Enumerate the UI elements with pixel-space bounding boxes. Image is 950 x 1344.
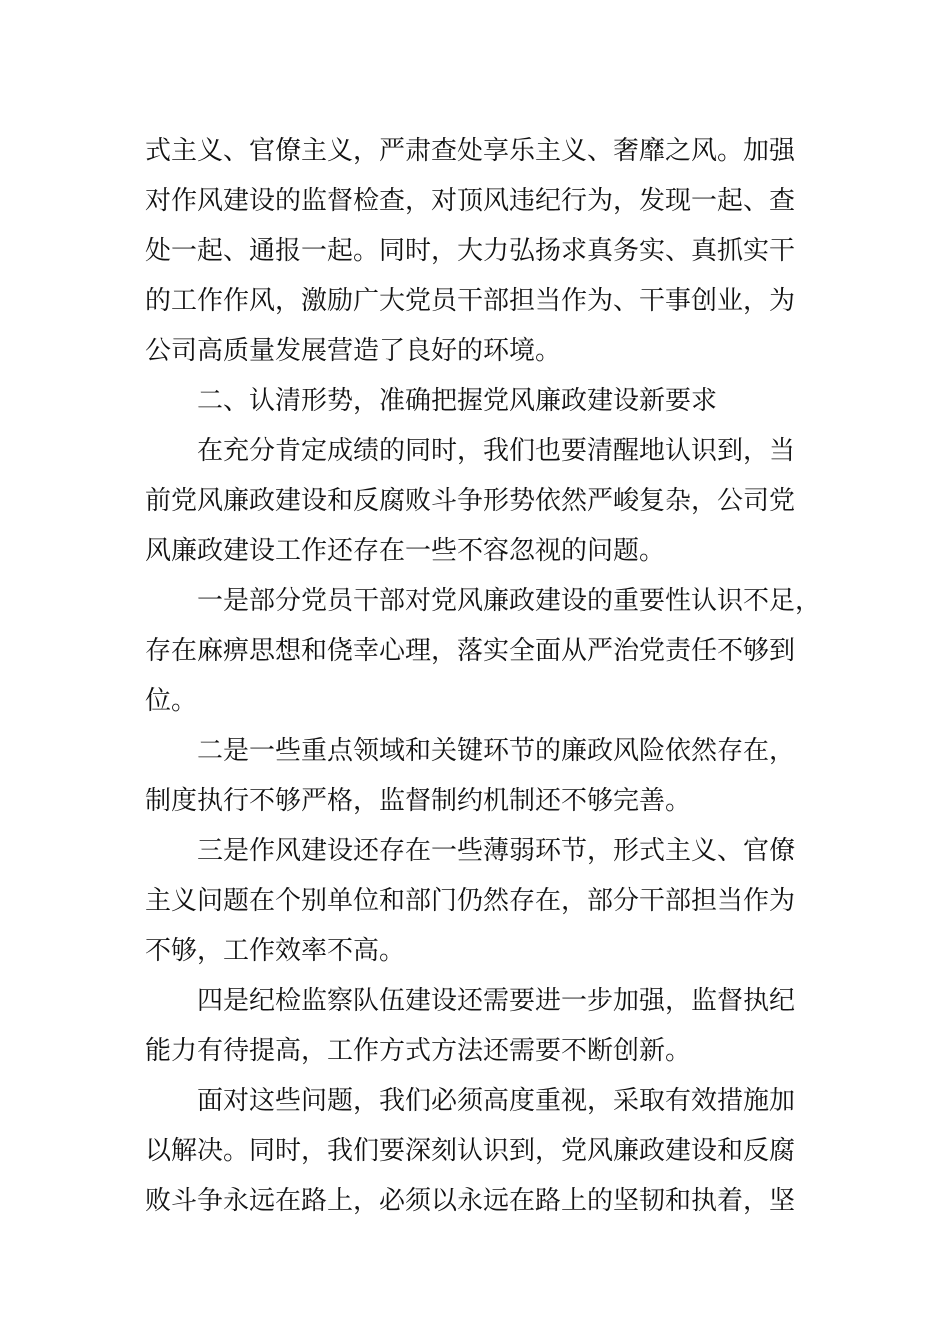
text-line: 以解决。同时，我们要深刻认识到，党风廉政建设和反腐 [145,1136,796,1166]
text-line: 处一起、通报一起。同时，大力弘扬求真务实、真抓实干 [145,236,796,266]
text-line: 不够，工作效率不高。 [145,936,406,966]
text-line: 公司高质量发展营造了良好的环境。 [145,336,562,366]
text-line: 的工作作风，激励广大党员干部担当作为、干事创业，为 [145,286,796,316]
text-line: 风廉政建设工作还存在一些不容忽视的问题。 [145,536,666,566]
text-line: 对作风建设的监督检查，对顶风违纪行为，发现一起、查 [145,186,796,216]
document-body [145,126,825,1226]
paragraph-start: 四是纪检监察队伍建设还需要进一步加强，监督执纪 [197,986,796,1016]
paragraph-start: 在充分肯定成绩的同时，我们也要清醒地认识到，当 [197,436,796,466]
text-line: 能力有待提高，工作方式方法还需要不断创新。 [145,1036,692,1066]
paragraph-start: 一是部分党员干部对党风廉政建设的重要性认识不足， [197,586,822,616]
text-line: 制度执行不够严格，监督制约机制还不够完善。 [145,786,692,816]
text-line: 式主义、官僚主义，严肃查处享乐主义、奢靡之风。加强 [145,136,796,166]
paragraph-start: 三是作风建设还存在一些薄弱环节，形式主义、官僚 [197,836,796,866]
text-line: 主义问题在个别单位和部门仍然存在，部分干部担当作为 [145,886,796,916]
text-line: 存在麻痹思想和侥幸心理，落实全面从严治党责任不够到 [145,636,796,666]
paragraph-start: 二是一些重点领域和关键环节的廉政风险依然存在， [197,736,796,766]
text-line: 前党风廉政建设和反腐败斗争形势依然严峻复杂，公司党 [145,486,796,516]
paragraph-start: 面对这些问题，我们必须高度重视，采取有效措施加 [197,1086,796,1116]
text-line: 位。 [145,686,198,716]
section-heading: 二、认清形势，准确把握党风廉政建设新要求 [197,386,718,416]
text-line: 败斗争永远在路上，必须以永远在路上的坚韧和执着，坚 [145,1186,796,1216]
